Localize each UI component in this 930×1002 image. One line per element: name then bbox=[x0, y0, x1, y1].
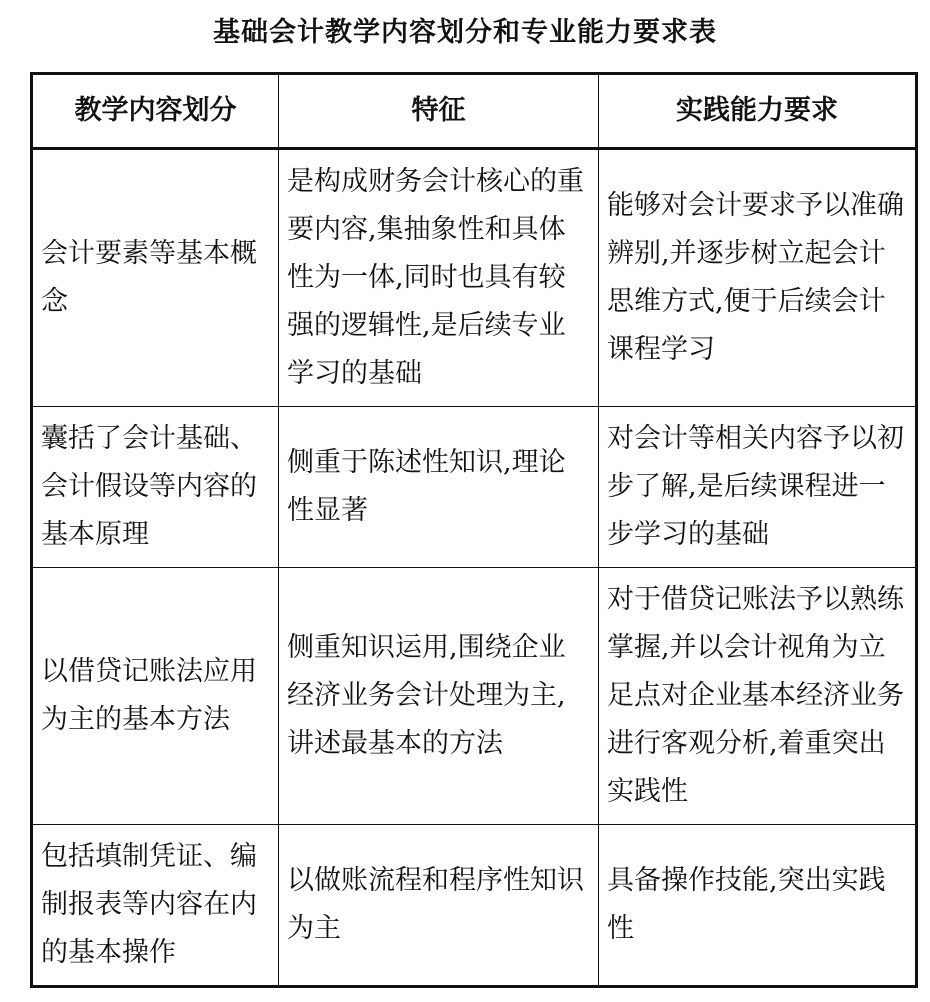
feature-cell: 侧重于陈述性知识,理论性显著 bbox=[279, 407, 599, 568]
division-cell: 包括填制凭证、编制报表等内容在内的基本操作 bbox=[32, 825, 279, 987]
requirement-cell: 能够对会计要求予以准确辨别,并逐步树立起会计思维方式,便于后续会计课程学习 bbox=[599, 149, 917, 407]
table-row bbox=[32, 568, 917, 825]
requirement-cell: 对于借贷记账法予以熟练掌握,并以会计视角为立足点对企业基本经济业务进行客观分析,着重突出实践性 bbox=[599, 568, 917, 825]
requirement-cell: 对会计等相关内容予以初步了解,是后续课程进一步学习的基础 bbox=[599, 407, 917, 568]
feature-cell: 侧重知识运用,围绕企业经济业务会计处理为主,讲述最基本的方法 bbox=[279, 568, 599, 825]
table-header-row bbox=[32, 74, 917, 149]
header-division: 教学内容划分 bbox=[32, 74, 279, 149]
feature-cell: 以做账流程和程序性知识为主 bbox=[279, 825, 599, 987]
table-row bbox=[32, 149, 917, 407]
division-cell: 囊括了会计基础、会计假设等内容的基本原理 bbox=[32, 407, 279, 568]
feature-cell: 是构成财务会计核心的重要内容,集抽象性和具体性为一体,同时也具有较强的逻辑性,是后续专业学习的基础 bbox=[279, 149, 599, 407]
table-row bbox=[32, 825, 917, 987]
table-title: 基础会计教学内容划分和专业能力要求表 bbox=[213, 17, 717, 48]
division-cell: 会计要素等基本概念 bbox=[32, 149, 279, 407]
requirement-cell: 具备操作技能,突出实践性 bbox=[599, 825, 917, 987]
requirements-table bbox=[30, 72, 918, 988]
header-feature: 特征 bbox=[279, 74, 599, 149]
header-requirement: 实践能力要求 bbox=[599, 74, 917, 149]
division-cell: 以借贷记账法应用为主的基本方法 bbox=[32, 568, 279, 825]
table-row bbox=[32, 407, 917, 568]
